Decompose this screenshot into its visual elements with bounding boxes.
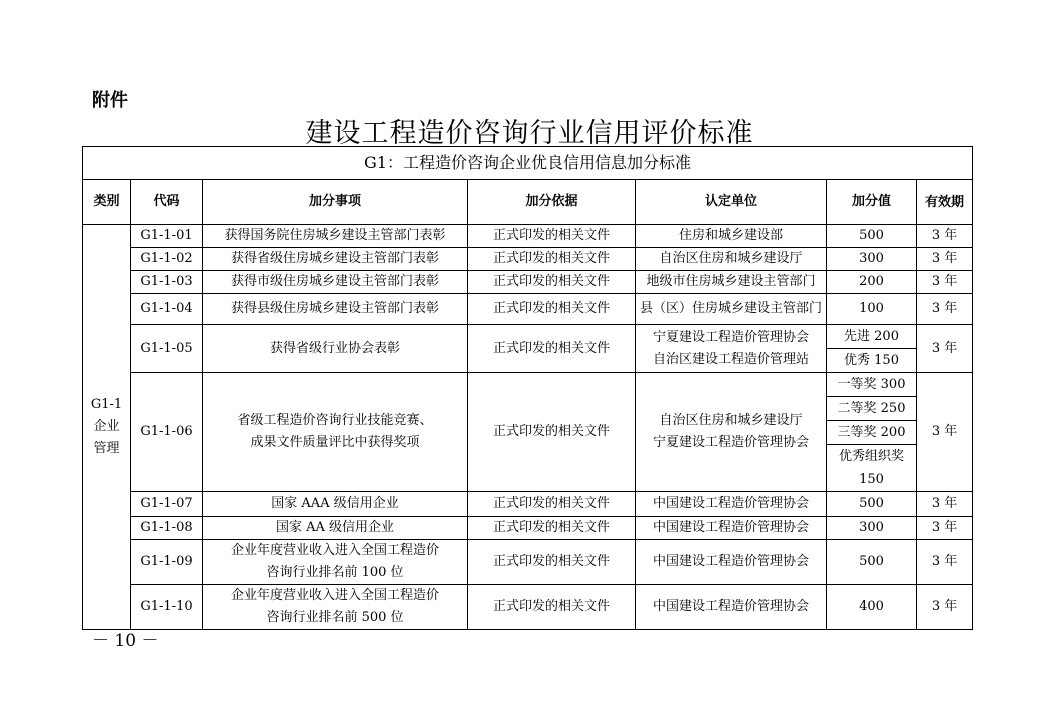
row-item-line1: 企业年度营业收入进入全国工程造价 bbox=[230, 543, 439, 558]
table-row bbox=[83, 294, 973, 325]
row-item-line2: 咨询行业排名前 500 位 bbox=[266, 610, 404, 625]
row-item: 获得市级住房城乡建设主管部门表彰 bbox=[203, 271, 468, 294]
header-unit: 认定单位 bbox=[636, 180, 827, 225]
row-code: G1-1-04 bbox=[131, 294, 203, 325]
row-basis: 正式印发的相关文件 bbox=[468, 540, 636, 585]
table-row bbox=[83, 373, 973, 492]
score-option: 二等奖 250 bbox=[827, 397, 916, 421]
table-row bbox=[83, 248, 973, 271]
row-basis: 正式印发的相关文件 bbox=[468, 294, 636, 325]
row-unit-line1: 自治区住房和城乡建设厅 bbox=[659, 413, 803, 428]
row-code: G1-1-10 bbox=[131, 585, 203, 630]
row-code: G1-1-01 bbox=[131, 225, 203, 248]
row-code: G1-1-09 bbox=[131, 540, 203, 585]
score-option: 一等奖 300 bbox=[827, 373, 916, 397]
category-code: G1-1 bbox=[90, 397, 123, 412]
row-item-line1: 企业年度营业收入进入全国工程造价 bbox=[230, 588, 439, 603]
row-unit: 地级市住房城乡建设主管部门 bbox=[636, 271, 827, 294]
row-unit: 中国建设工程造价管理协会 bbox=[636, 540, 827, 585]
row-basis: 正式印发的相关文件 bbox=[468, 225, 636, 248]
score-option: 优秀组织奖 150 bbox=[838, 449, 904, 487]
row-unit: 自治区住房和城乡建设厅 bbox=[636, 248, 827, 271]
header-row bbox=[83, 180, 973, 225]
row-unit: 县（区）住房城乡建设主管部门 bbox=[636, 294, 827, 325]
row-score: 300 bbox=[827, 248, 917, 271]
score-option: 先进 200 bbox=[827, 325, 916, 349]
row-score: 100 bbox=[827, 294, 917, 325]
document-title: 建设工程造价咨询行业信用评价标准 bbox=[305, 118, 754, 149]
row-item: 获得县级住房城乡建设主管部门表彰 bbox=[203, 294, 468, 325]
row-score: 400 bbox=[827, 585, 917, 630]
header-basis: 加分依据 bbox=[468, 180, 636, 225]
category-cell bbox=[83, 225, 131, 630]
table-row bbox=[83, 492, 973, 517]
row-item: 国家 AAA 级信用企业 bbox=[203, 492, 468, 517]
header-item: 加分事项 bbox=[203, 180, 468, 225]
row-unit bbox=[636, 373, 827, 492]
header-code: 代码 bbox=[131, 180, 203, 225]
row-item-line2: 咨询行业排名前 100 位 bbox=[266, 565, 404, 580]
row-unit: 中国建设工程造价管理协会 bbox=[636, 517, 827, 540]
row-unit bbox=[636, 325, 827, 373]
row-validity: 3 年 bbox=[917, 517, 973, 540]
row-basis: 正式印发的相关文件 bbox=[468, 517, 636, 540]
row-unit: 中国建设工程造价管理协会 bbox=[636, 492, 827, 517]
row-validity: 3 年 bbox=[917, 492, 973, 517]
row-item-line1: 省级工程造价咨询行业技能竞赛、 bbox=[237, 413, 433, 428]
row-item: 获得省级住房城乡建设主管部门表彰 bbox=[203, 248, 468, 271]
row-score: 300 bbox=[827, 517, 917, 540]
row-validity: 3 年 bbox=[917, 325, 973, 373]
attachment-label: 附件 bbox=[92, 90, 128, 111]
row-unit: 中国建设工程造价管理协会 bbox=[636, 585, 827, 630]
table-row bbox=[83, 325, 973, 373]
row-validity: 3 年 bbox=[917, 271, 973, 294]
score-option: 优秀 150 bbox=[844, 353, 899, 368]
row-score bbox=[827, 373, 917, 492]
row-basis: 正式印发的相关文件 bbox=[468, 373, 636, 492]
row-validity: 3 年 bbox=[917, 225, 973, 248]
row-unit-line1: 宁夏建设工程造价管理协会 bbox=[652, 329, 809, 345]
row-validity: 3 年 bbox=[917, 585, 973, 630]
page-number: － 10 － bbox=[92, 631, 159, 651]
row-item: 获得省级行业协会表彰 bbox=[203, 325, 468, 373]
row-validity: 3 年 bbox=[917, 294, 973, 325]
row-unit: 住房和城乡建设部 bbox=[636, 225, 827, 248]
row-score: 500 bbox=[827, 225, 917, 248]
row-unit-line2: 自治区建设工程造价管理站 bbox=[652, 351, 809, 367]
table-row bbox=[83, 271, 973, 294]
table-caption-row bbox=[83, 147, 973, 180]
row-code: G1-1-08 bbox=[131, 517, 203, 540]
table-caption: G1：工程造价咨询企业优良信用信息加分标准 bbox=[83, 147, 973, 180]
row-item-line2: 成果文件质量评比中获得奖项 bbox=[250, 435, 420, 450]
score-option: 三等奖 200 bbox=[827, 421, 916, 445]
row-code: G1-1-03 bbox=[131, 271, 203, 294]
row-code: G1-1-05 bbox=[131, 325, 203, 373]
row-score: 200 bbox=[827, 271, 917, 294]
row-item bbox=[203, 373, 468, 492]
row-validity: 3 年 bbox=[917, 540, 973, 585]
row-item bbox=[203, 540, 468, 585]
row-score: 500 bbox=[827, 540, 917, 585]
category-name-line1: 企业 bbox=[93, 419, 120, 434]
row-item: 国家 AA 级信用企业 bbox=[203, 517, 468, 540]
row-score bbox=[827, 325, 917, 373]
header-validity: 有效期 bbox=[917, 180, 973, 225]
credit-standard-table bbox=[82, 146, 973, 630]
row-score: 500 bbox=[827, 492, 917, 517]
table-row bbox=[83, 225, 973, 248]
row-basis: 正式印发的相关文件 bbox=[468, 325, 636, 373]
row-validity: 3 年 bbox=[917, 373, 973, 492]
row-item bbox=[203, 585, 468, 630]
row-basis: 正式印发的相关文件 bbox=[468, 585, 636, 630]
row-code: G1-1-07 bbox=[131, 492, 203, 517]
row-basis: 正式印发的相关文件 bbox=[468, 492, 636, 517]
table-row bbox=[83, 540, 973, 585]
header-score: 加分值 bbox=[827, 180, 917, 225]
row-validity: 3 年 bbox=[917, 248, 973, 271]
table-row bbox=[83, 517, 973, 540]
row-basis: 正式印发的相关文件 bbox=[468, 248, 636, 271]
row-code: G1-1-02 bbox=[131, 248, 203, 271]
row-basis: 正式印发的相关文件 bbox=[468, 271, 636, 294]
table-row bbox=[83, 585, 973, 630]
row-code: G1-1-06 bbox=[131, 373, 203, 492]
row-item: 获得国务院住房城乡建设主管部门表彰 bbox=[203, 225, 468, 248]
row-unit-line2: 宁夏建设工程造价管理协会 bbox=[652, 435, 809, 450]
header-category: 类别 bbox=[83, 180, 131, 225]
category-name-line2: 管理 bbox=[93, 441, 120, 456]
